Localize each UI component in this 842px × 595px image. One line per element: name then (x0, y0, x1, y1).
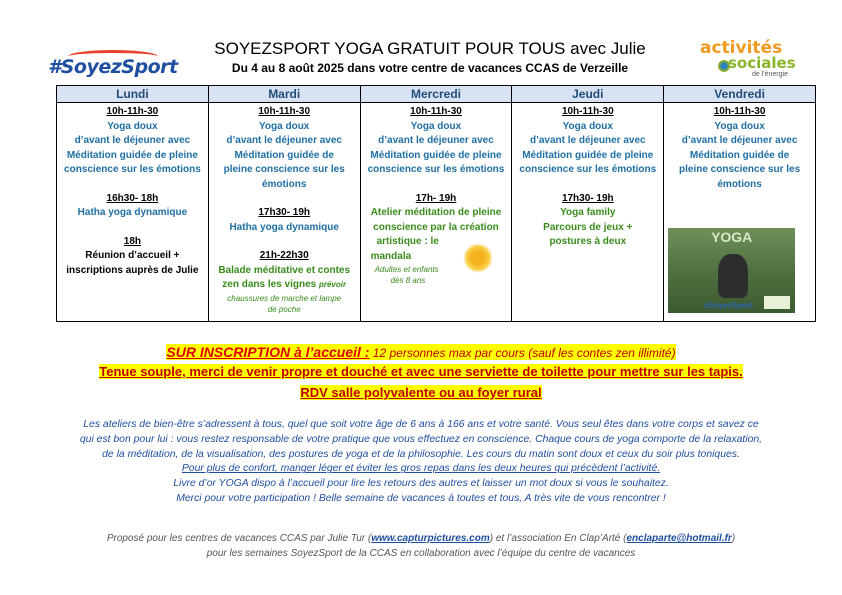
lundi-activity-1-line4: conscience sur les émotions (64, 164, 201, 175)
mercredi-activity-1-line3: Méditation guidée de pleine (370, 149, 502, 161)
vendredi-activity-1-line5: émotions (717, 178, 762, 190)
notice-line-3 (0, 385, 842, 400)
lundi-time-1: 10h-11h-30 (106, 106, 159, 117)
vendredi-activity-1-line3: Méditation guidée de (689, 149, 790, 161)
credits-line-1 (0, 531, 842, 546)
page-title: SOYEZSPORT YOGA GRATUIT POUR TOUS avec Julie (214, 39, 646, 58)
mardi-activity-1-line3: Méditation guidée de (234, 149, 334, 161)
body-line-6: Merci pour votre participation ! Belle semaine de vacances à toutes et tous, A très vite de vous rencontrer ! (176, 492, 666, 504)
mardi-activity-3-line2 (211, 278, 358, 293)
mardi-time-3: 21h-22h30 (259, 250, 309, 261)
jeudi-activity-1-line2: d’avant le déjeuner avec (529, 135, 646, 146)
vendredi-activity-1-line4: pleine conscience sur les (679, 164, 801, 175)
schedule-body-row (57, 103, 816, 322)
yoga-photo-logo-icon (764, 296, 790, 309)
body-line-1: Les ateliers de bien-être s’adressent à tous, quel que soit votre âge de 6 ans à 166 ans et votre santé. Vous seul êtes dans votre corps et savez ce (83, 419, 759, 430)
yoga-photo-title: YOGA (711, 229, 753, 245)
mardi-activity-2: Hatha yoga dynamique (229, 221, 339, 233)
notice-inscription-label: SUR INSCRIPTION à l’accueil : (166, 344, 370, 360)
credits-text-c: ) (731, 533, 736, 544)
mardi-activity-1-line2: d’avant le déjeuner avec (226, 135, 342, 146)
lundi-time-2: 16h30- 18h (106, 192, 159, 204)
notice-rdv: RDV salle polyvalente ou au foyer rural (300, 385, 542, 400)
credits-line-2: pour les semaines SoyezSport de la CCAS en collaboration avec l’équipe du centre de vacances (206, 548, 636, 559)
schedule-header-row (57, 86, 816, 103)
mercredi-activity-2-note-2: dès 8 ans (390, 276, 426, 285)
mardi-activity-3-line1: Balade méditative et contes (218, 264, 351, 276)
mercredi-activity-2-line1: Atelier méditation de pleine (370, 207, 502, 218)
yoga-photo (668, 228, 795, 313)
mercredi-time-1: 10h-11h-30 (410, 106, 462, 117)
lundi-activity-1-line2: d’avant le déjeuner avec (74, 135, 191, 146)
notice-line-1 (0, 344, 842, 360)
ccas-logo-line2: sociales (728, 54, 796, 72)
vendredi-time-1: 10h-11h-30 (713, 106, 766, 117)
vendredi-activity-1-line1: Yoga doux (714, 120, 765, 132)
body-line-4: Pour plus de confort, manger léger et éviter les gros repas dans les deux heures qui précèdent l’activité. (181, 463, 661, 475)
lundi-activity-2: Hatha yoga dynamique (77, 207, 188, 218)
vendredi-activity-1-line2: d’avant le déjeuner avec (681, 135, 798, 146)
mercredi-activity-2-line4: mandala (370, 250, 412, 262)
mardi-activity-1-line1: Yoga doux (259, 120, 310, 132)
credits (0, 531, 842, 561)
mardi-activity-1-line4: pleine conscience sur les (223, 164, 345, 175)
mardi-activity-3-note-1: prévoir (318, 280, 347, 289)
body-paragraph (50, 418, 792, 507)
jeudi-activity-1-line1: Yoga doux (562, 120, 613, 132)
mardi-activity-3-note-2: chaussures de marche et lampe (227, 293, 342, 303)
soyezsport-logo-text: #SoyezSport (48, 56, 178, 78)
body-line-3: de la méditation, de la visualisation, des postures de yoga et de la philosophie. Les cours du matin sont doux et ceux du soir plus toniques. (102, 448, 740, 460)
jeudi-time-1: 10h-11h-30 (561, 106, 614, 117)
website-link[interactable]: www.capturpictures.com (371, 533, 490, 544)
credits-text-b: ) et l’association En Clap’Arté ( (489, 533, 627, 544)
mardi-activity-3-note-3: de poche (267, 304, 301, 314)
email-link[interactable]: enclaparte@hotmail.fr (626, 533, 732, 544)
mercredi-activity-1-line2: d’avant le déjeuner avec (378, 135, 494, 146)
mardi-activity-3-title: zen dans les vignes (222, 279, 317, 290)
ccas-logo (698, 38, 798, 86)
meditating-person-icon (718, 254, 748, 298)
credits-text-a: Proposé pour les centres de vacances CCAS par Julie Tur ( (106, 533, 372, 544)
cell-mercredi (360, 103, 512, 322)
mardi-time-2: 17h30- 19h (258, 207, 311, 218)
day-header-lundi: Lundi (57, 86, 209, 103)
cell-vendredi (664, 103, 816, 322)
day-header-vendredi: Vendredi (664, 86, 816, 103)
mercredi-activity-1-line4: conscience sur les émotions (367, 164, 505, 175)
day-header-mardi: Mardi (208, 86, 360, 103)
jeudi-time-2: 17h30- 19h (561, 192, 614, 204)
mercredi-activity-2-note-1: Adultes et enfants (374, 265, 439, 274)
schedule-table (56, 85, 816, 322)
jeudi-activity-2-line1: Yoga family (560, 207, 616, 218)
mercredi-activity-2-line3: artistique : le (376, 236, 439, 247)
yoga-photo-tag: #SoyezSport (704, 301, 753, 310)
jeudi-activity-2-line2: Parcours de jeux + (543, 221, 633, 233)
soyezsport-logo (48, 50, 178, 82)
mercredi-time-2: 17h- 19h (415, 192, 457, 204)
cell-lundi (57, 103, 209, 322)
mercredi-activity-2-line2: conscience par la création (373, 221, 499, 233)
jeudi-activity-1-line4: conscience sur les émotions (519, 164, 657, 175)
jeudi-activity-1-line3: Méditation guidée de pleine (522, 149, 654, 161)
mandala-flower-icon (463, 243, 493, 273)
cell-mardi (208, 103, 360, 322)
ccas-logo-line3: de l'énergie (752, 71, 788, 78)
body-line-5: Livre d’or YOGA dispo à l’accueil pour lire les retours des autres et laisser un mot doux si vous le souhaitez. (173, 478, 669, 490)
cell-jeudi (512, 103, 664, 322)
lundi-activity-1-line3: Méditation guidée de pleine (66, 149, 198, 161)
day-header-mercredi: Mercredi (360, 86, 512, 103)
notice-inscription-note: 12 personnes max par cours (sauf les contes zen illimité) (369, 346, 676, 360)
body-line-2: qui est bon pour lui : vous restez responsable de votre pratique que vous effectuez en conscience. Chaque cours de yoga comporte de la relaxation, (79, 433, 763, 445)
jeudi-activity-2-line3: postures à deux (549, 236, 627, 247)
page-subtitle: Du 4 au 8 août 2025 dans votre centre de vacances CCAS de Verzeille (231, 61, 629, 75)
mardi-activity-1-line5: émotions (261, 178, 307, 190)
notice-tenue: Tenue souple, merci de venir propre et douché et avec une serviette de toilette pour mettre sur les tapis. (99, 364, 743, 379)
lundi-time-3: 18h (123, 235, 142, 247)
day-header-jeudi: Jeudi (512, 86, 664, 103)
ccas-logo-line1: activités (700, 38, 783, 58)
mercredi-activity-1-line1: Yoga doux (410, 120, 462, 132)
lundi-activity-3-line2: inscriptions auprès de Julie (66, 264, 199, 276)
mardi-time-1: 10h-11h-30 (258, 106, 311, 117)
lundi-activity-1-line1: Yoga doux (107, 120, 158, 132)
notice-line-2 (0, 364, 842, 379)
lundi-activity-3-line1: Réunion d’accueil + (85, 250, 180, 261)
